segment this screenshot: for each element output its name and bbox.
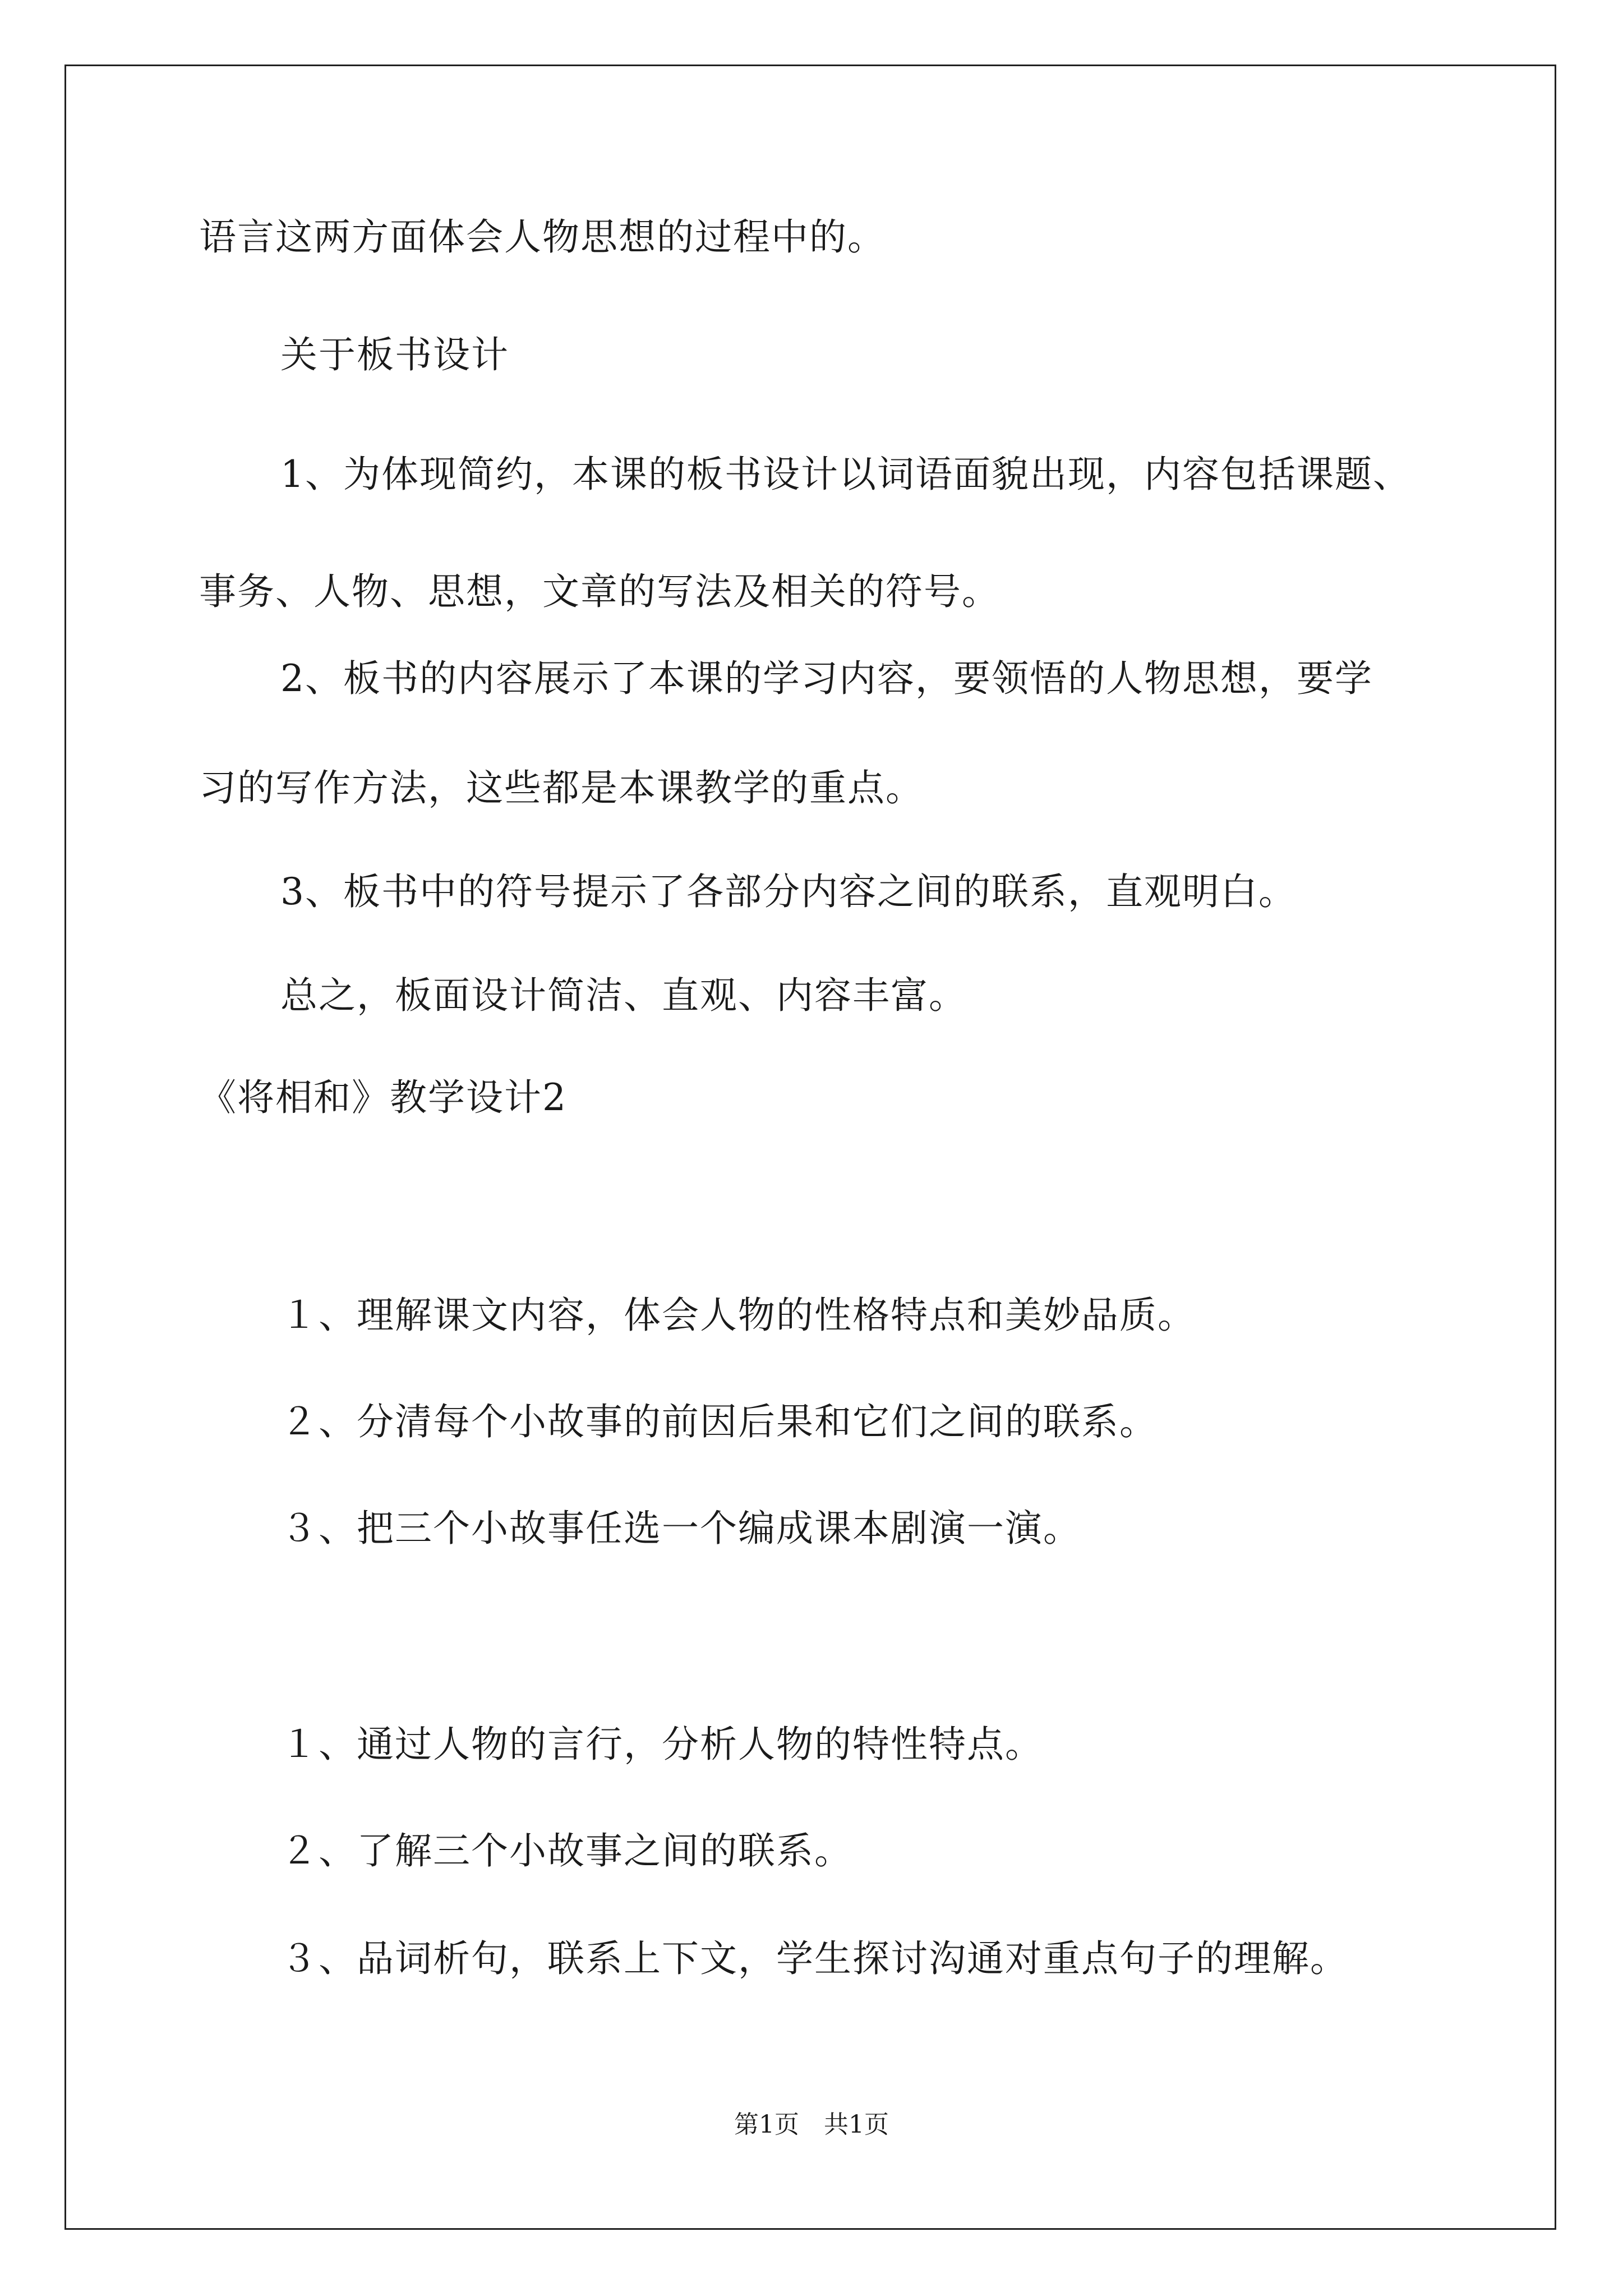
- list-item: １、通过人物的言行，分析人物的特性特点。: [280, 1723, 1043, 1766]
- list-item: ２、了解三个小故事之间的联系。: [280, 1829, 852, 1872]
- text-line: 语言这两方面体会人物思想的过程中的。: [199, 215, 886, 259]
- text-line: 习的写作方法，这些都是本课教学的重点。: [199, 766, 924, 809]
- page-frame: [64, 65, 1556, 2230]
- text-line: 事务、人物、思想，文章的写法及相关的符号。: [199, 570, 1000, 613]
- section-heading: 关于板书设计: [280, 333, 509, 376]
- text-line: 1、为体现简约，本课的板书设计以词语面貌出现，内容包括课题、: [280, 453, 1411, 496]
- text-line: 3、板书中的符号提示了各部分内容之间的联系，直观明白。: [280, 870, 1297, 913]
- page-number: 第1页 共1页: [734, 2110, 889, 2139]
- text-line: 2、板书的内容展示了本课的学习内容，要领悟的人物思想，要学: [280, 657, 1373, 700]
- text-line: 总之，板面设计简洁、直观、内容丰富。: [280, 974, 967, 1017]
- document-heading: 《将相和》教学设计2: [199, 1076, 567, 1119]
- list-item: ２、分清每个小故事的前因后果和它们之间的联系。: [280, 1400, 1158, 1443]
- list-item: １、理解课文内容，体会人物的性格特点和美妙品质。: [280, 1294, 1196, 1337]
- list-item: ３、把三个小故事任选一个编成课本剧演一演。: [280, 1507, 1081, 1550]
- list-item: ３、品词析句，联系上下文，学生探讨沟通对重点句子的理解。: [280, 1937, 1348, 1980]
